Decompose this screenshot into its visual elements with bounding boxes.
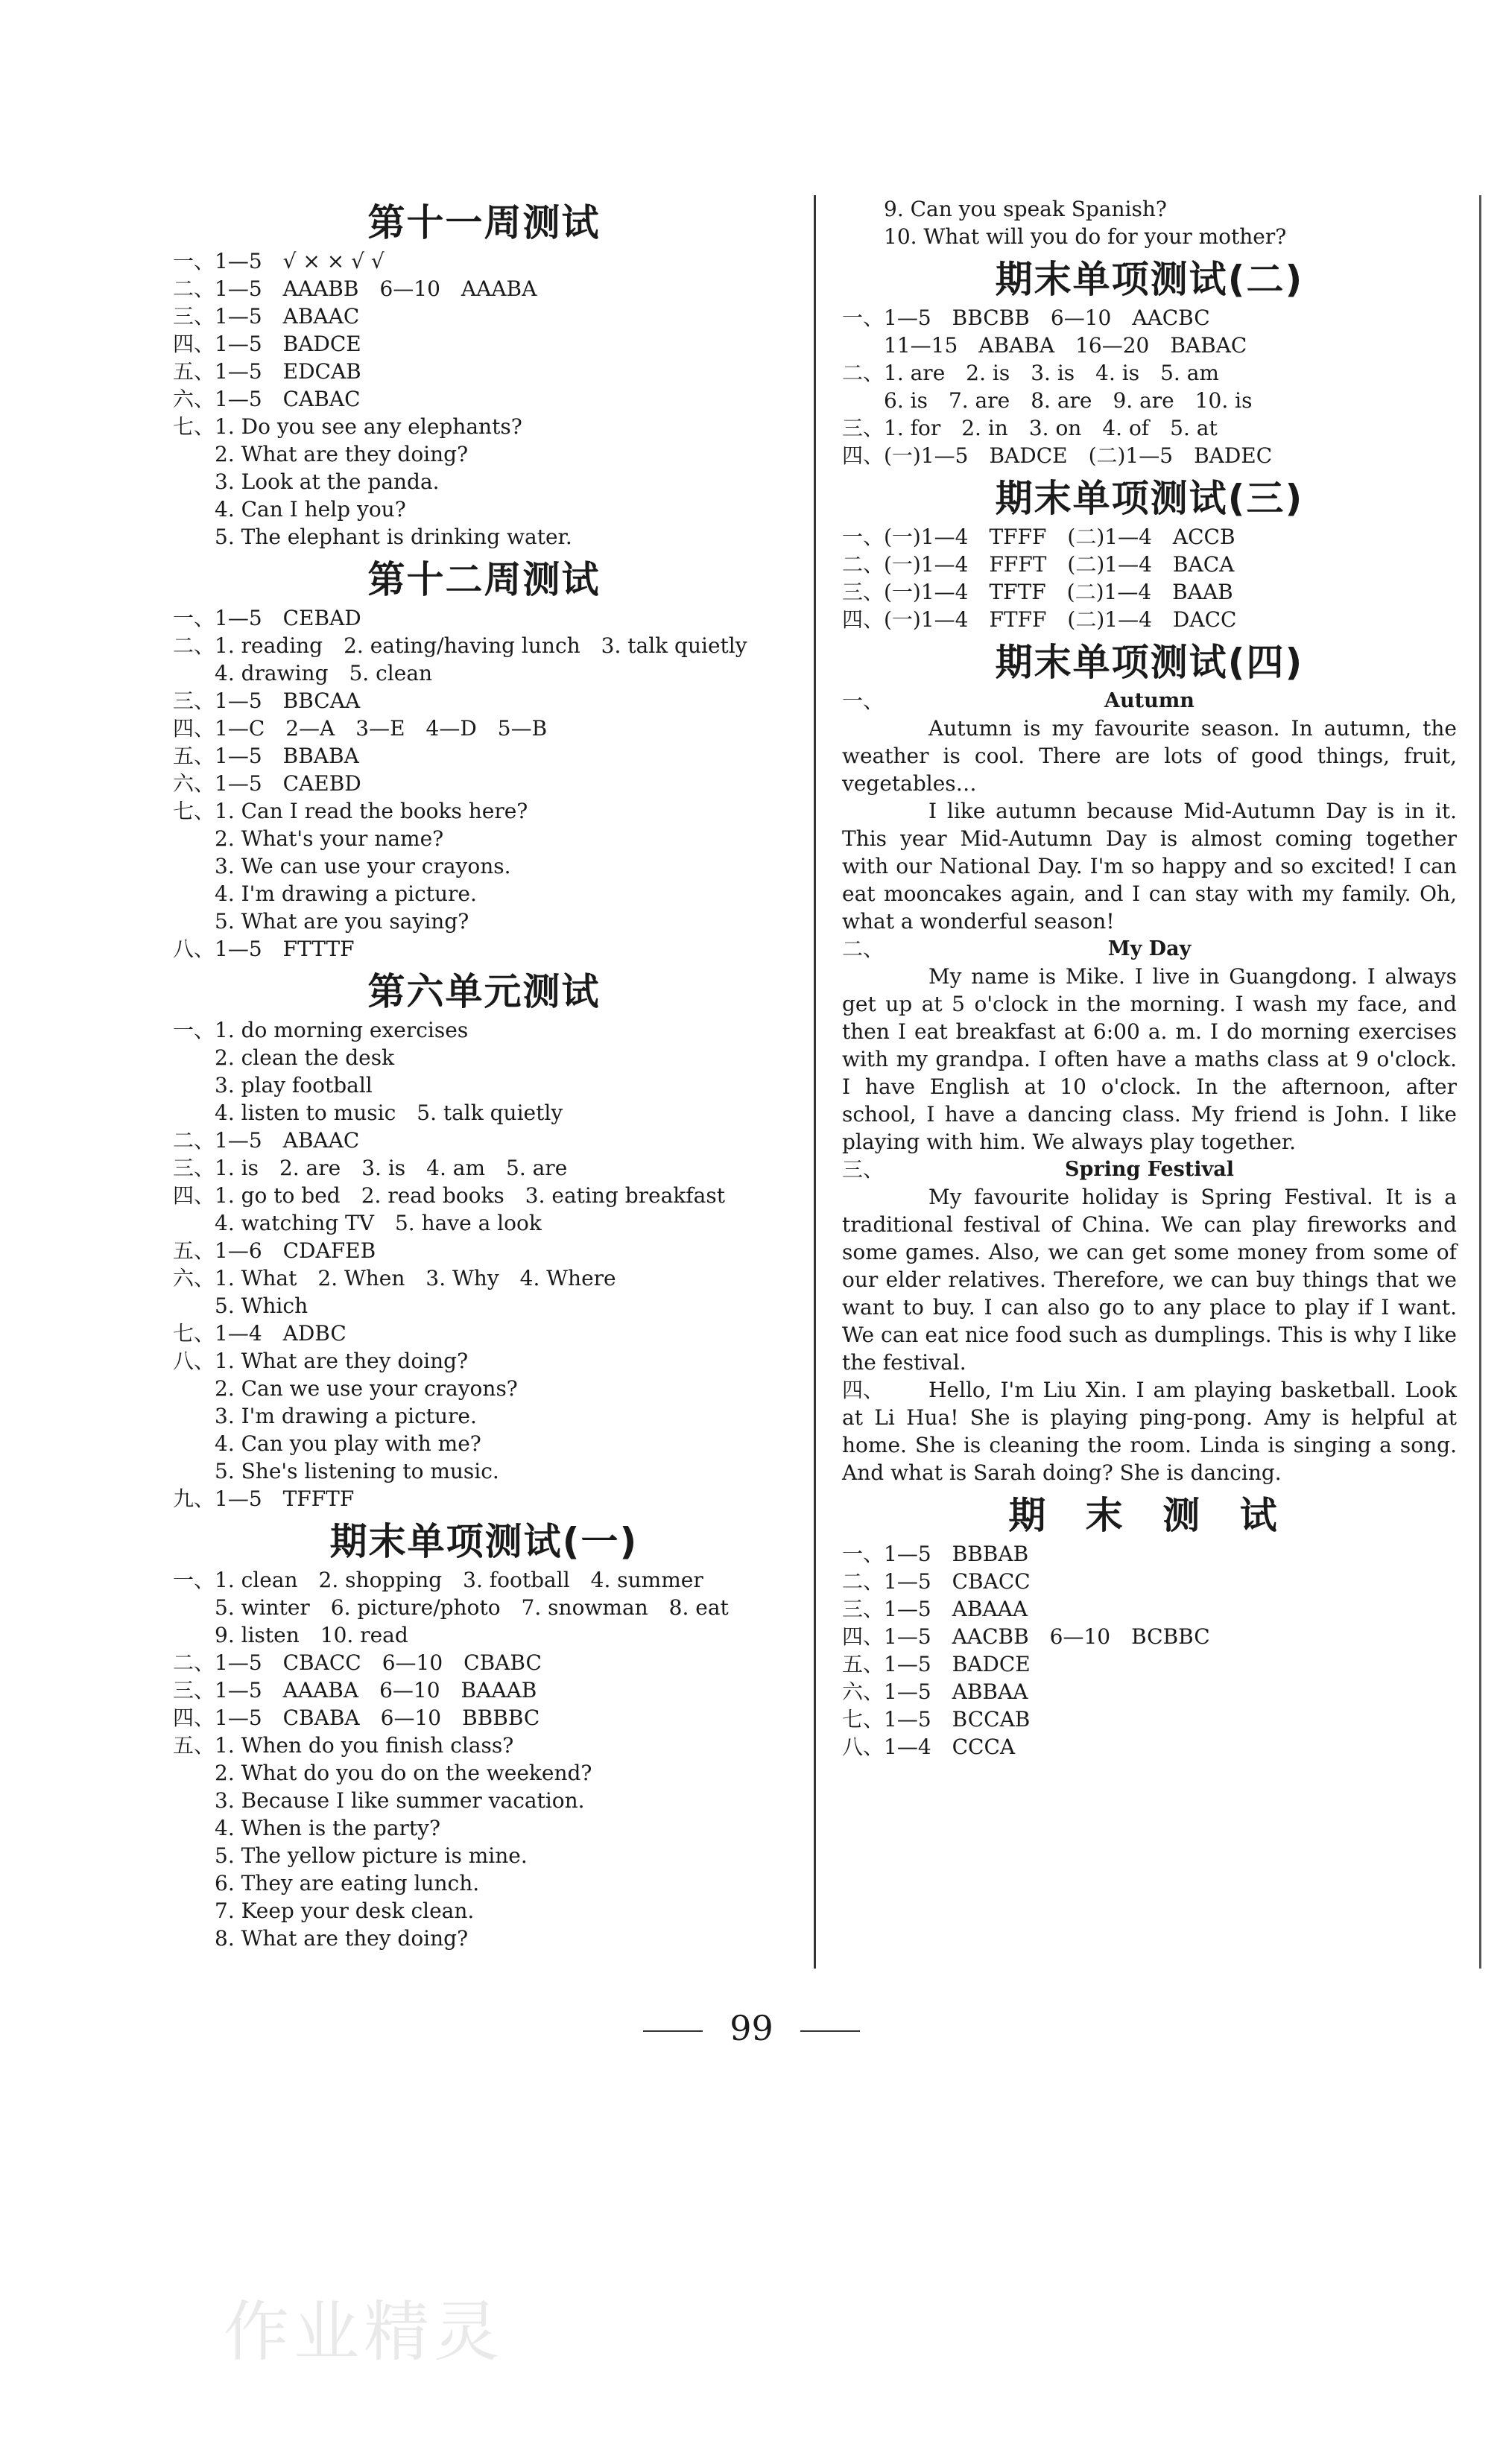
answer-line: 五、1—6 CDAFEB — [173, 1238, 376, 1263]
answer-list — [842, 1540, 1457, 1761]
answer-line: 3. We can use your crayons. — [173, 854, 511, 878]
section-week11 — [173, 200, 795, 551]
answer-line: 二、1. reading 2. eating/having lunch 3. talk quietly — [173, 633, 747, 658]
answer-line: 八、1. What are they doing? — [173, 1349, 469, 1373]
answer-line: 5. winter 6. picture/photo 7. snowman 8. eat — [173, 1595, 729, 1620]
answer-line: 五、1. When do you finish class? — [173, 1733, 514, 1758]
answer-line: 八、1—5 FTTTF — [173, 937, 355, 961]
answer-line: 五、1—5 BBABA — [173, 744, 359, 768]
continued-answers — [842, 195, 1457, 250]
answer-line: 三、(一)1—4 TFTF (二)1—4 BAAB — [842, 580, 1233, 604]
answer-line: 七、1. Can I read the books here? — [173, 799, 528, 823]
answer-line: 八、1—4 CCCA — [842, 1735, 1016, 1759]
answer-line: 三、1. is 2. are 3. is 4. am 5. are — [173, 1156, 568, 1180]
answer-line: 三、1—5 ABAAC — [173, 304, 360, 329]
left-column — [173, 194, 795, 1952]
essay-paragraph: I like autumn because Mid-Autumn Day is in it. This year Mid-Autumn Day is almost coming together with our National Day. I'm so happy and so excited! I can eat mooncakes again, and I can stay with my family. Oh, what a wonderful season! — [842, 799, 1457, 934]
answer-line: 二、1. are 2. is 3. is 4. is 5. am — [842, 361, 1219, 385]
section-final-single-4 — [842, 639, 1457, 1486]
answer-line: 4. drawing 5. clean — [173, 661, 433, 685]
answer-line: 六、1—5 CAEBD — [173, 771, 361, 796]
answer-line: 一、1—5 BBBAB — [842, 1542, 1029, 1566]
section-title: 第十二周测试 — [367, 558, 601, 601]
answer-line: 2. What do you do on the weekend? — [173, 1761, 592, 1785]
essay-number: 三、 — [842, 1157, 885, 1182]
answer-line: 二、1—5 AAABB 6—10 AAABA — [173, 276, 537, 301]
section-title: 第六单元测试 — [367, 970, 601, 1013]
answer-line: 四、1. go to bed 2. read books 3. eating breakfast — [173, 1183, 725, 1208]
answer-line: 二、1—5 ABAAC — [173, 1128, 360, 1153]
section-final-single-3 — [842, 475, 1457, 633]
answer-line: 3. Look at the panda. — [173, 469, 440, 494]
essay-paragraph: My favourite holiday is Spring Festival. It is a traditional festival of China. We can play fireworks and some games. Also, we can get some money from some of our elder relatives. Therefore, we can buy things that we want to buy. I can also go to any place to play if I want. We can eat nice food such as dumplings. This is why I like the festival. — [842, 1185, 1457, 1375]
answer-line: 3. play football — [173, 1073, 373, 1098]
answer-line: 一、1—5 √ × × √ √ — [173, 249, 385, 273]
answer-line: 三、1—5 AAABA 6—10 BAAAB — [173, 1678, 537, 1703]
answer-line: 11—15 ABABA 16—20 BABAC — [842, 333, 1247, 358]
section-title: 期末单项测试(二) — [995, 258, 1304, 301]
answer-line: 3. Because I like summer vacation. — [173, 1788, 585, 1813]
dash-right — [800, 2030, 860, 2032]
answer-list — [173, 1016, 795, 1513]
watermark: 作业精灵 — [224, 2293, 504, 2370]
essay-autumn — [842, 687, 1457, 935]
essay-spring-festival — [842, 1156, 1457, 1376]
essay-number: 一、 — [842, 688, 885, 713]
answer-line: 4. When is the party? — [173, 1816, 440, 1840]
answer-line: 9. listen 10. read — [173, 1623, 408, 1647]
section-week12 — [173, 557, 795, 963]
answer-list — [173, 604, 795, 963]
answer-line: 5. The yellow picture is mine. — [173, 1843, 528, 1868]
answer-line: 7. Keep your desk clean. — [173, 1898, 475, 1923]
answer-line: 二、1—5 CBACC — [842, 1569, 1031, 1594]
answer-list — [173, 1566, 795, 1952]
answer-line: 5. Which — [173, 1293, 308, 1318]
answer-line: 三、1—5 BBCAA — [173, 688, 361, 713]
answer-line: 九、1—5 TFFTF — [173, 1486, 355, 1511]
essay-heading: Spring Festival — [1064, 1158, 1234, 1181]
answer-line: 七、1. Do you see any elephants? — [173, 414, 522, 439]
essay-paragraph: Autumn is my favourite season. In autumn, the weather is cool. There are lots of good things, fruit, vegetables… — [842, 716, 1457, 796]
answer-line: 一、1—5 CEBAD — [173, 606, 361, 630]
section-unit6 — [173, 969, 795, 1513]
answer-line: 四、(一)1—5 BADCE (二)1—5 BADEC — [842, 443, 1273, 468]
answer-line: 2. Can we use your crayons? — [173, 1376, 518, 1401]
essay-my-day — [842, 935, 1457, 1156]
section-final-single-2 — [842, 256, 1457, 469]
section-final-test — [842, 1492, 1457, 1761]
answer-line: 七、1—5 BCCAB — [842, 1707, 1031, 1732]
answer-line: 5. She's listening to music. — [173, 1459, 499, 1483]
answer-line: 8. What are they doing? — [173, 1926, 469, 1951]
section-title: 期末单项测试(一) — [329, 1520, 639, 1563]
answer-line: 三、1—5 ABAAA — [842, 1597, 1028, 1621]
answer-line: 四、(一)1—4 FTFF (二)1—4 DACC — [842, 607, 1237, 632]
essay-heading: Autumn — [1104, 689, 1195, 712]
essay-paragraph: My name is Mike. I live in Guangdong. I always get up at 5 o'clock in the morning. I wash my face, and then I eat breakfast at 6:00 a. m. I do morning exercises with my grandpa. I often have a maths class at 9 o'clock. I have English at 10 o'clock. In the afternoon, after school, I have a dancing class. My friend is John. I like playing with him. We always play together. — [842, 964, 1457, 1154]
answer-line: 2. What are they doing? — [173, 442, 469, 466]
essay-number: 二、 — [842, 937, 885, 961]
essay-paragraph: Hello, I'm Liu Xin. I am playing basketball. Look at Li Hua! She is playing ping-pong. Amy is helpful at home. She is cleaning the room. Linda is singing a song. And what is Sarah doing? She is dancing. — [842, 1378, 1457, 1485]
answer-line: 四、1—5 CBABA 6—10 BBBBC — [173, 1706, 540, 1730]
answer-line: 4. Can you play with me? — [173, 1431, 481, 1456]
essay-number: 四、 — [842, 1378, 885, 1402]
answer-line: 10. What will you do for your mother? — [842, 224, 1287, 249]
page-edge-line — [1479, 195, 1481, 1969]
column-divider — [814, 195, 816, 1969]
answer-line: 五、1—5 BADCE — [842, 1652, 1031, 1676]
answer-line: 四、1—5 AACBB 6—10 BCBBC — [842, 1624, 1210, 1649]
answer-line: 四、1—C 2—A 3—E 4—D 5—B — [173, 716, 548, 741]
answer-line: 2. clean the desk — [173, 1045, 395, 1070]
answer-list — [173, 247, 795, 551]
section-final-single-1 — [173, 1518, 795, 1952]
answer-line: 六、1—5 CABAC — [173, 387, 361, 411]
essay-liu-xin — [842, 1376, 1457, 1486]
right-column — [842, 195, 1457, 1761]
answer-line: 9. Can you speak Spanish? — [842, 197, 1167, 221]
answer-line: 二、1—5 CBACC 6—10 CBABC — [173, 1650, 542, 1675]
answer-line: 6. They are eating lunch. — [173, 1871, 480, 1895]
answer-line: 一、1. do morning exercises — [173, 1018, 469, 1042]
section-title: 期末单项测试(三) — [995, 477, 1304, 520]
answer-line: 三、1. for 2. in 3. on 4. of 5. at — [842, 416, 1218, 440]
answer-line: 2. What's your name? — [173, 826, 444, 851]
answer-line: 二、(一)1—4 FFFT (二)1—4 BACA — [842, 552, 1235, 577]
answer-line: 4. watching TV 5. have a look — [173, 1211, 542, 1235]
answer-line: 3. I'm drawing a picture. — [173, 1404, 477, 1428]
answer-line: 六、1—5 ABBAA — [842, 1679, 1028, 1704]
page-number: 99 — [0, 2008, 1503, 2048]
section-title: 期末单项测试(四) — [995, 641, 1304, 684]
answer-line: 五、1—5 EDCAB — [173, 359, 361, 384]
answer-line: 5. What are you saying? — [173, 909, 469, 934]
dash-left — [643, 2030, 703, 2032]
answer-list — [842, 523, 1457, 633]
answer-line: 六、1. What 2. When 3. Why 4. Where — [173, 1266, 616, 1290]
answer-line: 四、1—5 BADCE — [173, 332, 361, 356]
answer-list — [842, 304, 1457, 469]
answer-line: 6. is 7. are 8. are 9. are 10. is — [842, 388, 1253, 413]
answer-line: 一、1. clean 2. shopping 3. football 4. summer — [173, 1568, 703, 1592]
answer-line: 4. Can I help you? — [173, 497, 406, 522]
answer-line: 一、(一)1—4 TFFF (二)1—4 ACCB — [842, 525, 1235, 549]
answer-line: 5. The elephant is drinking water. — [173, 525, 572, 549]
essay-heading: My Day — [1107, 937, 1192, 960]
answer-line: 七、1—4 ADBC — [173, 1321, 347, 1346]
section-title: 期 末 测 试 — [1008, 1494, 1291, 1537]
section-title: 第十一周测试 — [367, 201, 601, 244]
answer-line: 4. listen to music 5. talk quietly — [173, 1100, 563, 1125]
answer-line: 4. I'm drawing a picture. — [173, 881, 477, 906]
answer-line: 一、1—5 BBCBB 6—10 AACBC — [842, 305, 1210, 330]
